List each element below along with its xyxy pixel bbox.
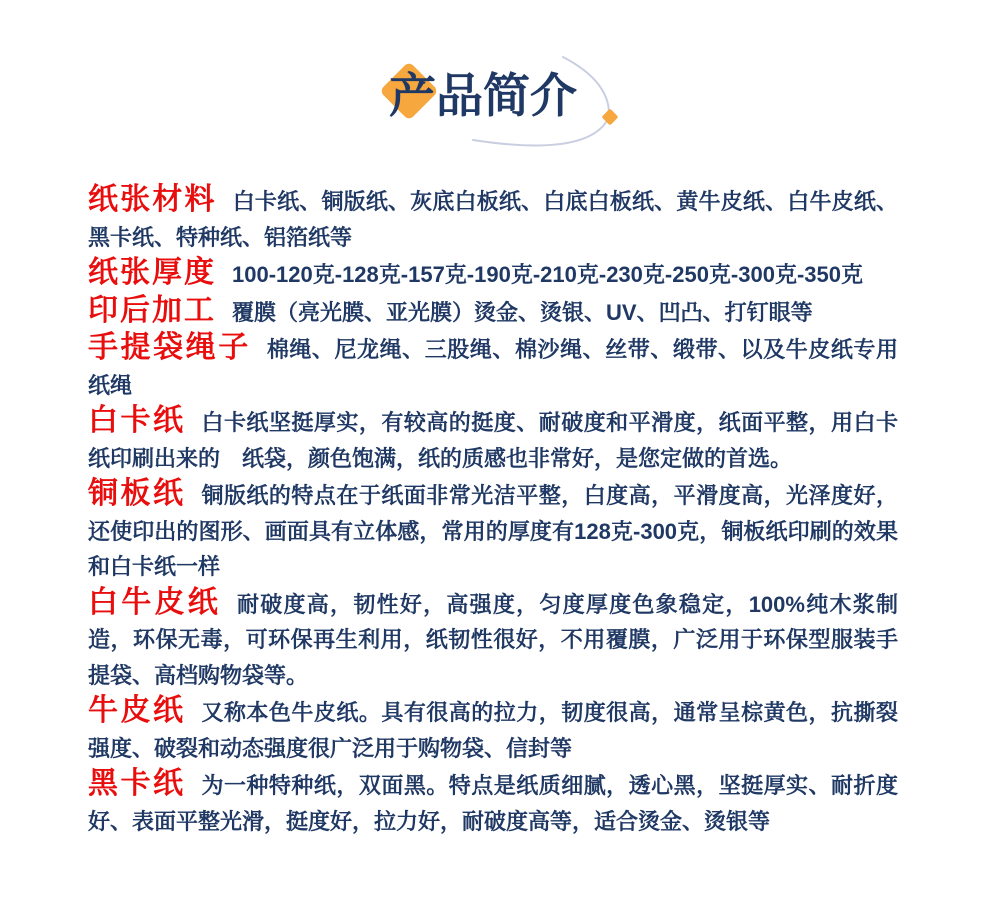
title-banner	[0, 0, 1000, 170]
section-label: 铜板纸	[88, 477, 186, 510]
section-label: 印后加工	[88, 293, 216, 327]
section-body: 铜版纸的特点在于纸面非常光洁平整，白度高，平滑度高，光泽度好，还使印出的图形、画面具有立体感，常用的厚度有128克-300克，铜板纸印刷的效果和白卡纸一样	[88, 483, 898, 579]
section-body: 又称本色牛皮纸。具有很高的拉力，韧度很高，通常呈棕黄色，抗撕裂强度、破裂和动态强度很广泛用于购物袋、信封等	[88, 700, 898, 761]
section-post-print-finishing	[88, 293, 898, 331]
section-bag-rope	[88, 330, 898, 403]
page-title: 产品简介	[389, 69, 577, 122]
section-paper-material	[88, 182, 898, 255]
section-black-cardboard	[88, 766, 898, 839]
section-body: 白卡纸、铜版纸、灰底白板纸、白底白板纸、黄牛皮纸、白牛皮纸、黑卡纸、特种纸、铝箔纸等	[88, 189, 898, 250]
sections-list	[88, 182, 898, 839]
section-coated-paper	[88, 476, 898, 585]
section-label: 黑卡纸	[88, 767, 186, 800]
section-white-kraft-paper	[88, 585, 898, 694]
section-label: 牛皮纸	[88, 694, 186, 727]
section-label: 白卡纸	[88, 404, 186, 437]
section-kraft-paper	[88, 693, 898, 766]
section-body: 覆膜（亮光膜、亚光膜）烫金、烫银、UV、凹凸、打钉眼等	[232, 299, 813, 325]
section-body: 白卡纸坚挺厚实，有较高的挺度、耐破度和平滑度，纸面平整，用白卡纸印刷出来的 纸袋，颜色饱满，纸的质感也非常好，是您定做的首选。	[88, 410, 898, 471]
section-label: 纸张厚度	[88, 256, 216, 289]
section-body: 为一种特种纸，双面黑。特点是纸质细腻，透心黑，坚挺厚实、耐折度好、表面平整光滑，挺度好，拉力好，耐破度高等，适合烫金、烫银等	[88, 773, 898, 834]
section-label: 纸张材料	[88, 183, 217, 216]
section-body: 耐破度高，韧性好，高强度，匀度厚度色象稳定，100%纯木浆制造，环保无毒，可环保再生利用，纸韧性很好，不用覆膜，广泛用于环保型服装手提袋、高档购物袋等。	[88, 591, 898, 688]
section-body: 棉绳、尼龙绳、三股绳、棉沙绳、丝带、缎带、以及牛皮纸专用纸绳	[88, 337, 898, 398]
section-label: 白牛皮纸	[88, 585, 222, 619]
section-white-cardboard	[88, 403, 898, 476]
section-label: 手提袋绳子	[88, 331, 251, 364]
section-paper-thickness	[88, 255, 898, 293]
section-body: 100-120克-128克-157克-190克-210克-230克-250克-300克-350克	[232, 262, 863, 287]
